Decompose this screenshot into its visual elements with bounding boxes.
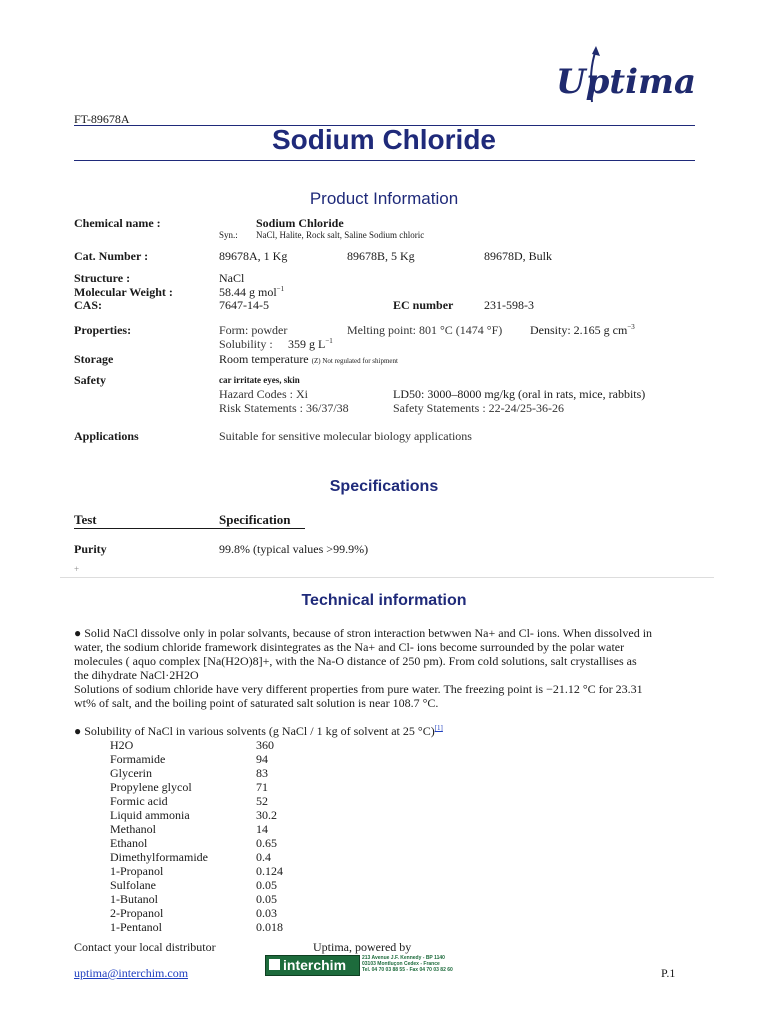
chemical-name-value: Sodium Chloride (256, 216, 344, 230)
interchim-logo (265, 955, 360, 976)
solubility-exponent: −1 (325, 337, 333, 345)
properties-label: Properties: (74, 323, 132, 337)
cas-value: 7647-14-5 (219, 298, 269, 312)
contact-text: Contact your local distributor (74, 940, 216, 954)
solvent-name: Sulfolane (110, 878, 156, 892)
tech-line: molecules ( aquo complex [Na(H2O)8]+, with the Na-O distance of 250 pm). From cold solutions, salt crystallises as (74, 654, 637, 668)
solvent-value: 0.4 (256, 850, 271, 864)
solvent-name: Ethanol (110, 836, 148, 850)
safety-label: Safety (74, 373, 106, 387)
spec-col-spec: Specification (219, 512, 291, 527)
doc-code: FT-89678A (74, 112, 130, 126)
form-value: Form: powder (219, 323, 288, 337)
tech-line: Solutions of sodium chloride have very different properties from pure water. The freezing point is −21.12 °C for 23.31 (74, 682, 643, 696)
spec-col-test: Test (74, 512, 97, 527)
spec-row-value: 99.8% (typical values >99.9%) (219, 542, 369, 556)
solvent-name: 1-Propanol (110, 864, 164, 878)
solvent-value: 0.05 (256, 892, 277, 906)
solubility-value (288, 337, 333, 352)
storage-note: (Z) Not regulated for shipment (311, 357, 398, 365)
solvent-value: 0.05 (256, 878, 277, 892)
interchim-address-3: Tel. 04 70 03 88 55 - Fax 04 70 03 82 60 (362, 967, 453, 973)
email-link[interactable]: uptima@interchim.com (74, 966, 189, 980)
hazard-codes: Hazard Codes : Xi (219, 387, 308, 401)
technical-heading: Technical information (301, 592, 467, 609)
solvent-value: 83 (256, 766, 268, 780)
solvent-name: Dimethylformamide (110, 850, 208, 864)
solvent-name: 2-Propanol (110, 906, 164, 920)
solvent-name: 1-Pentanol (110, 920, 162, 934)
solvent-name: Methanol (110, 822, 156, 836)
mw-label-text: Molecular Weight (74, 285, 166, 299)
interchim-address-2: 03103 Montluçon Cedex - France (362, 961, 440, 967)
tech-line: the dihydrate NaCl·2H2O (74, 668, 199, 682)
storage-label: Storage (74, 352, 114, 366)
solvent-value: 52 (256, 794, 268, 808)
solubility-intro-text: ● Solubility of NaCl in various solvents (g NaCl / 1 kg of solvent at 25 °C) (74, 724, 435, 738)
spec-row-test: Purity (74, 542, 107, 556)
logo-text: Uptima (556, 62, 697, 102)
cat-number-label-text: Cat. Number (74, 249, 142, 263)
mw-value-text: 58.44 g mol (219, 285, 277, 299)
cat-item-b: 89678B, 5 Kg (347, 249, 415, 263)
ec-value: 231-598-3 (484, 298, 534, 312)
solvent-value: 360 (256, 738, 274, 752)
interchim-logo-text: interchim (283, 957, 347, 973)
spec-header-rule (74, 528, 305, 529)
structure-label: Structure : (74, 271, 131, 285)
mw-exponent: −1 (276, 285, 285, 293)
page-number: P.1 (661, 966, 676, 980)
interchim-address-1: 213 Avenue J.F. Kennedy - BP 1140 (362, 955, 445, 961)
ec-label: EC number (393, 298, 454, 312)
density-value-text: Density: 2.165 g cm (530, 323, 628, 337)
cas-label: CAS: (74, 298, 103, 312)
solvent-name: Glycerin (110, 766, 152, 780)
applications-label: Applications (74, 429, 139, 443)
chemical-name-label-text: Chemical name (74, 216, 154, 230)
mw-label: Molecular Weight : (74, 285, 173, 299)
solvent-name: H2O (110, 738, 134, 752)
solvent-value: 0.018 (256, 920, 283, 934)
solvent-value: 0.03 (256, 906, 277, 920)
specifications-heading: Specifications (329, 478, 439, 495)
tech-line: water, the sodium chloride framework disintegrates as the Na+ and Cl- ions become surrounded by the polar water (74, 640, 625, 654)
solvent-value: 71 (256, 780, 268, 794)
syn-value: NaCl, Halite, Rock salt, Saline Sodium chloric (256, 230, 425, 240)
chemical-name-label: Chemical name : (74, 216, 161, 230)
cat-item-d: 89678D, Bulk (484, 249, 553, 263)
solubility-ref-link[interactable]: [1] (434, 724, 443, 732)
spec-plus: + (74, 564, 80, 574)
page-title: Sodium Chloride (272, 124, 496, 155)
solvent-name: Propylene glycol (110, 780, 192, 794)
solvent-value: 0.65 (256, 836, 277, 850)
solvent-value: 94 (256, 752, 268, 766)
solubility-value-text: 359 g L (288, 337, 326, 351)
tech-line: wt% of salt, and the boiling point of saturated salt solution is near 108.7 °C. (74, 696, 439, 710)
solubility-label: Solubility : (219, 337, 273, 351)
cat-number-label: Cat. Number : (74, 249, 149, 263)
tech-line: ● Solid NaCl dissolve only in polar solvants, because of stron interaction betwwen Na+ and Cl- ions. When dissolved in (74, 626, 653, 640)
interchim-box-icon (269, 959, 280, 970)
structure-value: NaCl (219, 271, 245, 285)
density-exponent: −3 (627, 323, 635, 331)
spec-bottom-rule (60, 577, 714, 578)
storage-value-text: Room temperature (219, 352, 309, 366)
solubility-intro (74, 724, 443, 739)
applications-value: Suitable for sensitive molecular biology applications (219, 429, 472, 443)
safety-statements: Safety Statements : 22-24/25-36-26 (393, 401, 564, 415)
density-value (530, 323, 635, 338)
cat-item-a: 89678A, 1 Kg (219, 249, 288, 263)
solvent-name: Formic acid (110, 794, 168, 808)
ld50: LD50: 3000–8000 mg/kg (oral in rats, mice, rabbits) (393, 387, 646, 401)
solvent-name: 1-Butanol (110, 892, 158, 906)
product-info-heading: Product Information (309, 189, 459, 208)
solvent-value: 30.2 (256, 808, 277, 822)
header-rule-bottom (74, 160, 695, 161)
solvent-name: Liquid ammonia (110, 808, 190, 822)
solvent-name: Formamide (110, 752, 166, 766)
solvent-value: 14 (256, 822, 268, 836)
risk-statements: Risk Statements : 36/37/38 (219, 401, 349, 415)
safety-note: car irritate eyes, skin (219, 375, 300, 385)
structure-label-text: Structure (74, 271, 124, 285)
storage-value (219, 352, 398, 367)
syn-label: Syn.: (219, 230, 238, 240)
powered-by-text: Uptima, powered by (313, 940, 412, 954)
solvent-value: 0.124 (256, 864, 283, 878)
melting-value: Melting point: 801 °C (1474 °F) (347, 323, 503, 337)
